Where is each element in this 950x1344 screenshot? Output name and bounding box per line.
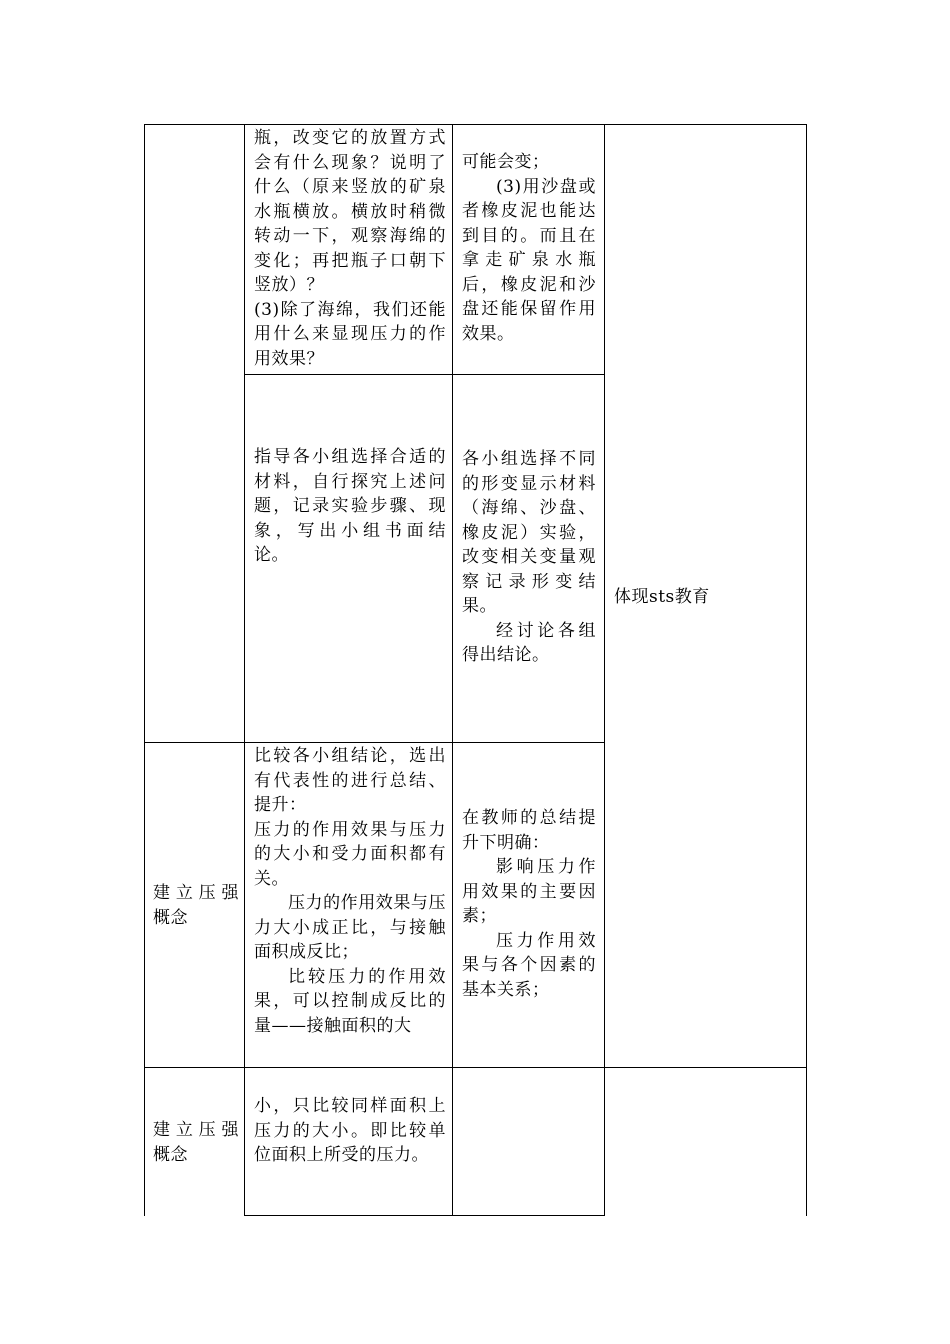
col-divider-3 bbox=[604, 124, 605, 1216]
student-activity-text: 压力作用效果与各个因素的基本关系； bbox=[462, 930, 596, 1000]
row-bottom-partial bbox=[244, 1215, 605, 1216]
stage-label: 建立压强概念 bbox=[153, 1120, 239, 1165]
col-divider-1 bbox=[244, 124, 245, 1216]
teacher-activity-text: 比较压力的作用效果，可以控制成反比的量——接触面积的大 bbox=[254, 966, 446, 1036]
student-activity-text: (3)用沙盘或者橡皮泥也能达到目的。而且在拿走矿泉水瓶后，橡皮泥和沙盘还能保留作用效果。 bbox=[462, 176, 596, 344]
student-activity-text: 各小组选择不同的形变显示材料（海绵、沙盘、橡皮泥）实验，改变相关变量观察记录形变结果。 bbox=[462, 449, 596, 616]
teacher-activity-cell-4 bbox=[254, 1094, 446, 1168]
teacher-activity-text: 小，只比较同样面积上压力的大小。即比较单位面积上所受的压力。 bbox=[254, 1096, 446, 1165]
teacher-activity-text: 压力的作用效果与压力的大小和受力面积都有关。 bbox=[254, 819, 446, 889]
student-activity-text: 在教师的总结提升下明确： bbox=[462, 808, 596, 853]
teacher-activity-text: 指导各小组选择合适的材料，自行探究上述问题，记录实验步骤、现象，写出小组书面结论。 bbox=[254, 447, 446, 565]
stage-label-cell-1 bbox=[153, 881, 239, 930]
student-activity-cell-3 bbox=[462, 806, 596, 1002]
teacher-activity-text: (3)除了海绵，我们还能用什么来显现压力的作用效果？ bbox=[254, 299, 446, 369]
student-activity-cell-2 bbox=[462, 447, 596, 668]
row-divider-1 bbox=[244, 374, 605, 375]
student-activity-text: 可能会变； bbox=[462, 152, 550, 172]
teacher-activity-text: 瓶，改变它的放置方式会有什么现象？说明了什么（原来竖放的矿泉水瓶横放。横放时稍微转动一下，观察海绵的变化；再把瓶子口朝下竖放）？ bbox=[254, 128, 446, 295]
teacher-activity-cell-1 bbox=[254, 126, 446, 371]
teacher-activity-text: 比较各小组结论，选出有代表性的进行总结、提升： bbox=[254, 746, 446, 815]
teacher-activity-text: 压力的作用效果与压力大小成正比，与接触面积成反比； bbox=[254, 893, 446, 962]
stage-label-cell-2 bbox=[153, 1118, 239, 1167]
design-intent-text: 体现sts教育 bbox=[614, 587, 710, 607]
stage-label: 建立压强概念 bbox=[153, 883, 239, 928]
student-activity-cell-1 bbox=[462, 150, 596, 346]
row-divider-2 bbox=[144, 742, 605, 743]
col-divider-2 bbox=[452, 124, 453, 1216]
row-divider-3 bbox=[144, 1067, 807, 1068]
student-activity-text: 经讨论各组得出结论。 bbox=[462, 620, 596, 665]
design-intent-cell bbox=[614, 585, 800, 610]
teacher-activity-cell-3 bbox=[254, 744, 446, 1038]
table-left-border bbox=[144, 124, 145, 1216]
teacher-activity-cell-2 bbox=[254, 445, 446, 568]
student-activity-text: 影响压力作用效果的主要因素； bbox=[462, 857, 596, 926]
table-right-border bbox=[806, 124, 807, 1216]
